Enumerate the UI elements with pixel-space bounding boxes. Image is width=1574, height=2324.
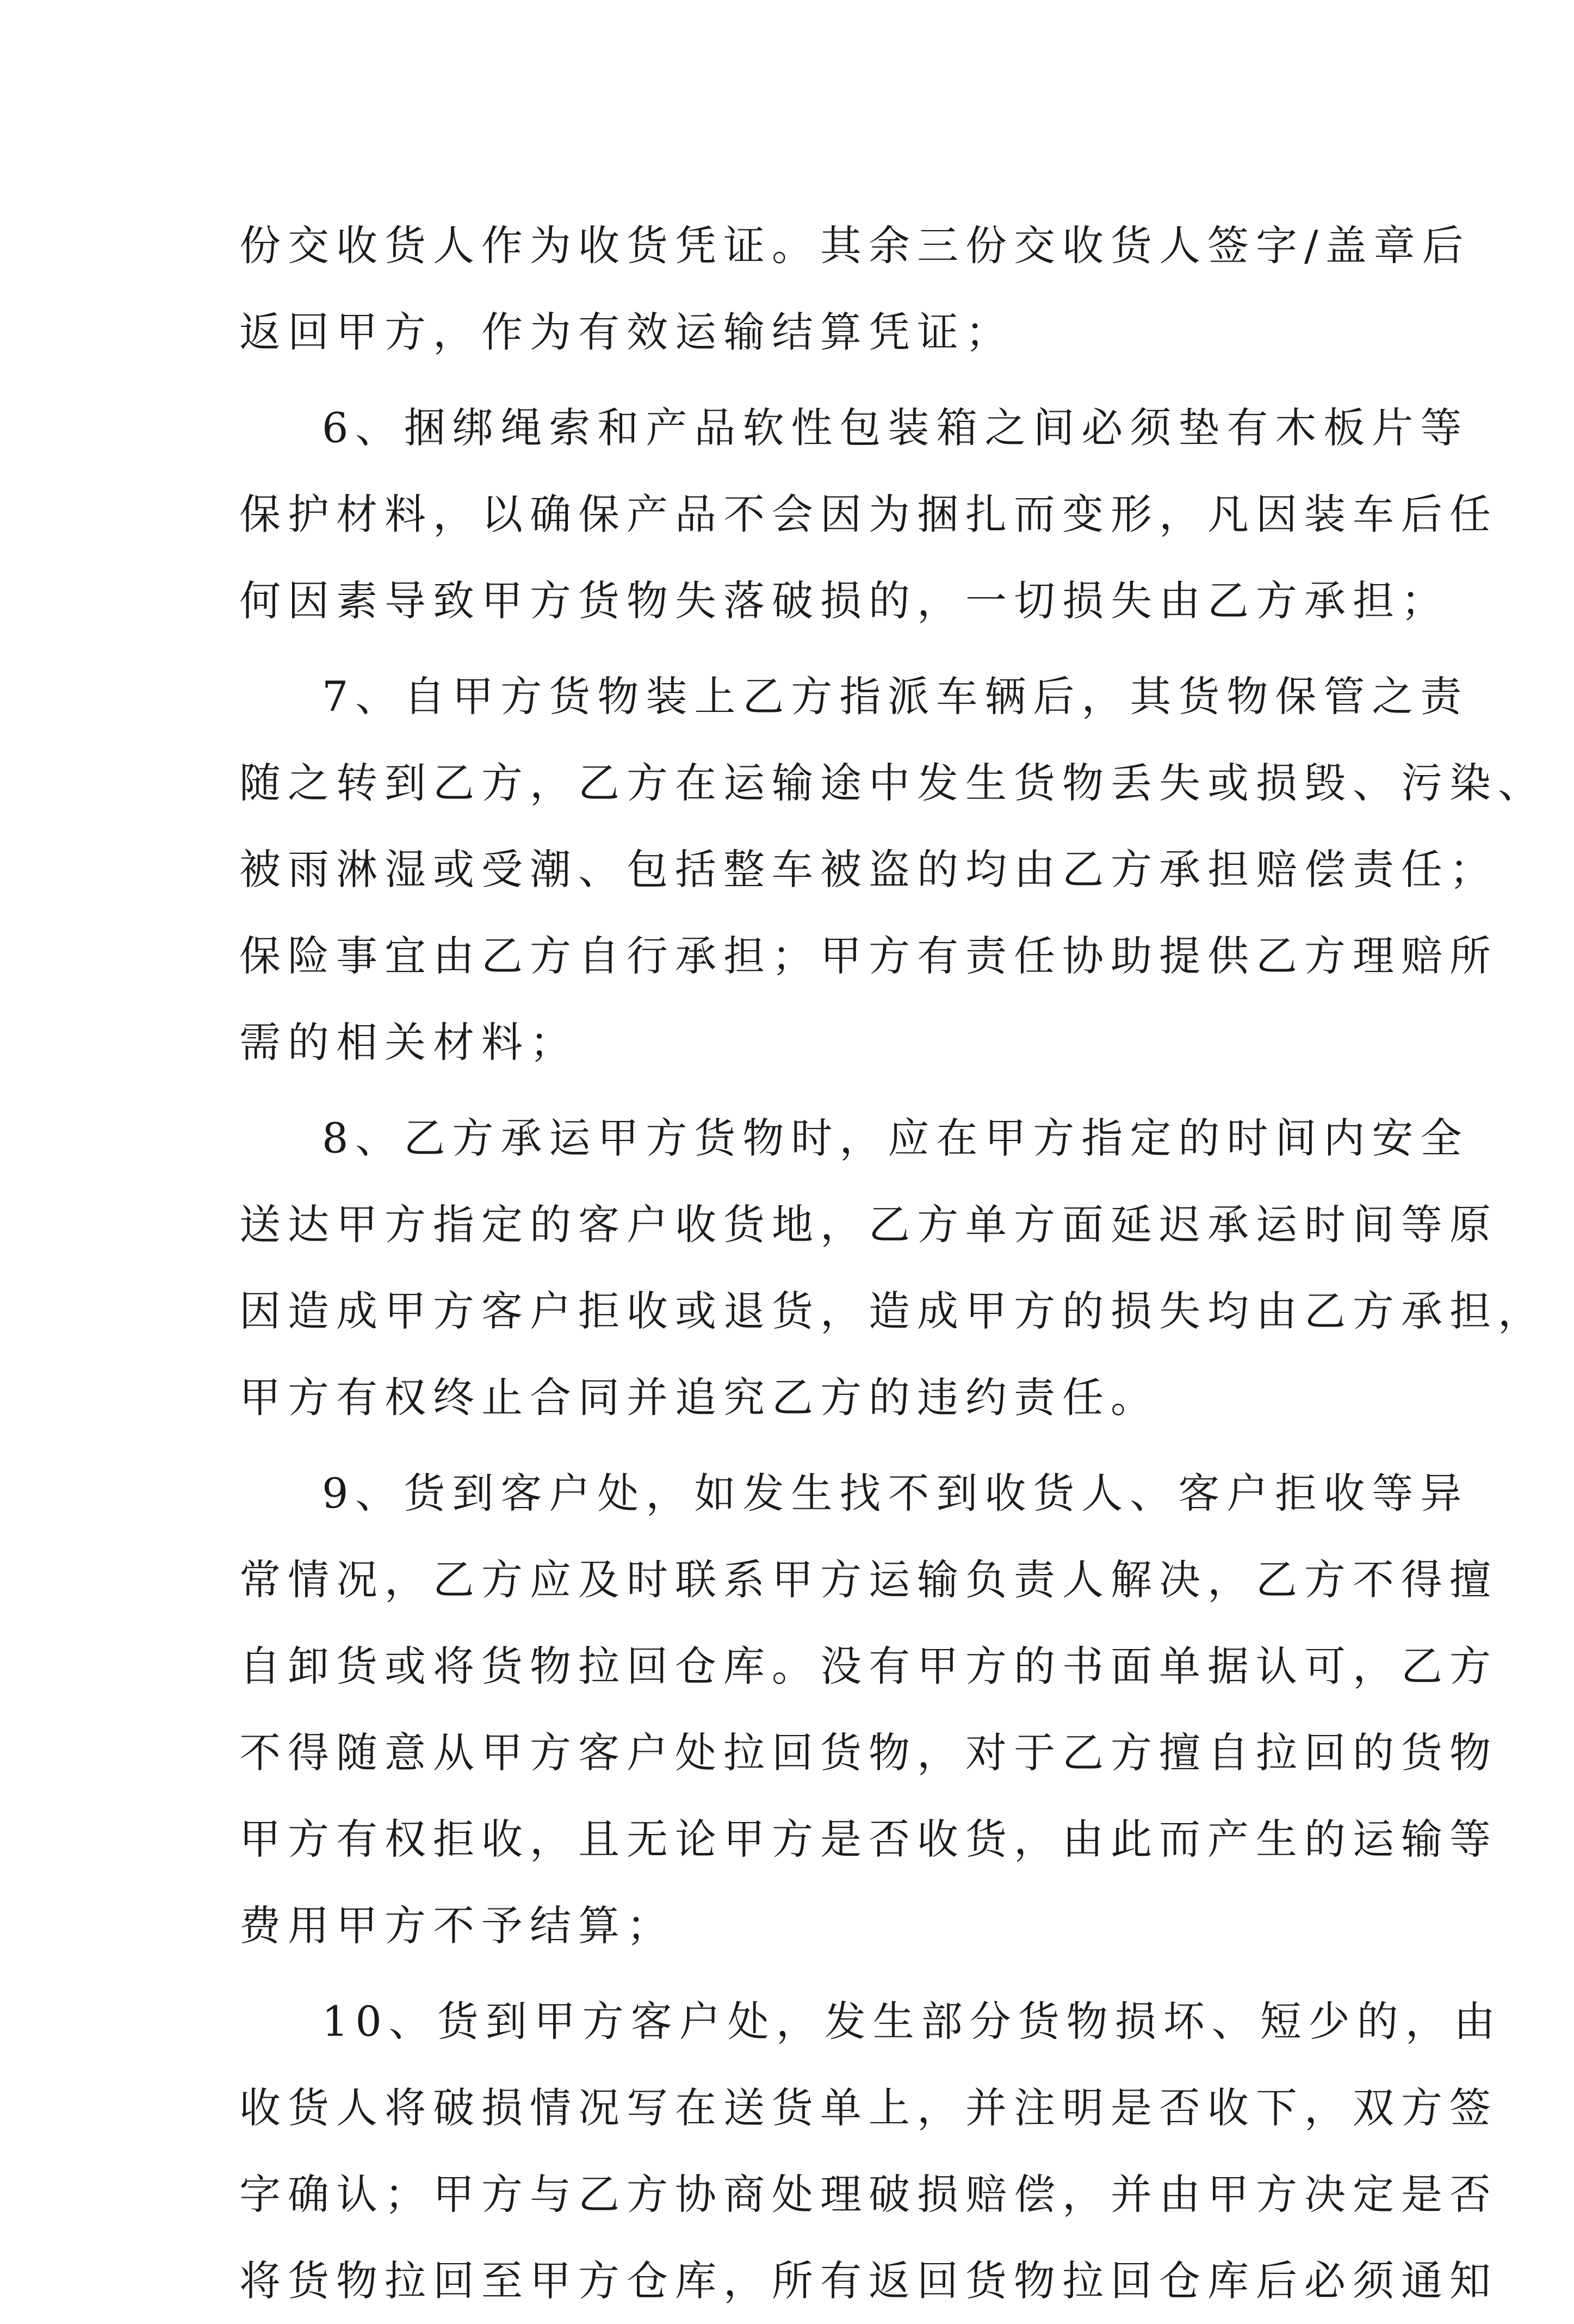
paragraph-clause-6 — [239, 385, 1498, 644]
text-line: 字确认；甲方与乙方协商处理破损赔偿，并由甲方决定是否 — [239, 2170, 1498, 2218]
text-line: 9、货到客户处，如发生找不到收货人、客户拒收等异 — [322, 1469, 1469, 1517]
text-line: 何因素导致甲方货物失落破损的，一切损失由乙方承担； — [239, 577, 1449, 625]
text-line: 被雨淋湿或受潮、包括整车被盗的均由乙方承担赔偿责任； — [239, 845, 1498, 894]
text-line: 保险事宜由乙方自行承担；甲方有责任协助提供乙方理赔所 — [239, 932, 1498, 980]
text-line: 因造成甲方客户拒收或退货，造成甲方的损失均由乙方承担， — [239, 1287, 1546, 1335]
text-line: 返回甲方，作为有效运输结算凭证； — [239, 308, 1014, 356]
text-line: 不得随意从甲方客户处拉回货物，对于乙方擅自拉回的货物 — [239, 1728, 1498, 1777]
text-line: 自卸货或将货物拉回仓库。没有甲方的书面单据认可，乙方 — [239, 1642, 1498, 1690]
text-line: 甲方有权拒收，且无论甲方是否收货，由此而产生的运输等 — [239, 1815, 1498, 1863]
paragraph-continued — [239, 202, 1471, 375]
text-line: 随之转到乙方，乙方在运输途中发生货物丢失或损毁、污染、 — [239, 759, 1546, 807]
paragraph-clause-8 — [239, 1095, 1546, 1441]
text-line: 8、乙方承运甲方货物时，应在甲方指定的时间内安全 — [322, 1114, 1469, 1162]
text-line: 将货物拉回至甲方仓库，所有返回货物拉回仓库后必须通知 — [239, 2257, 1498, 2305]
text-line: 送达甲方指定的客户收货地，乙方单方面延迟承运时间等原 — [239, 1200, 1498, 1249]
text-line: 收货人将破损情况写在送货单上，并注明是否收下，双方签 — [239, 2084, 1498, 2132]
text-line: 6、捆绑绳索和产品软性包装箱之间必须垫有木板片等 — [322, 404, 1469, 452]
text-line: 份交收货人作为收货凭证。其余三份交收货人签字/盖章后 — [239, 221, 1471, 270]
text-line: 需的相关材料； — [239, 1018, 578, 1067]
text-line: 甲方有权终止合同并追究乙方的违约责任。 — [239, 1373, 1159, 1422]
text-line: 保护材料，以确保产品不会因为捆扎而变形，凡因装车后任 — [239, 490, 1498, 538]
text-line: 10、货到甲方客户处，发生部分货物损坏、短少的，由 — [322, 1997, 1502, 2046]
text-line: 常情况，乙方应及时联系甲方运输负责人解决，乙方不得擅 — [239, 1555, 1498, 1604]
paragraph-clause-10 — [239, 1978, 1502, 2324]
paragraph-clause-9 — [239, 1450, 1498, 1969]
paragraph-clause-7 — [239, 653, 1546, 1086]
text-line: 费用甲方不予结算； — [239, 1901, 675, 1950]
text-line: 7、自甲方货物装上乙方指派车辆后，其货物保管之责 — [322, 672, 1469, 721]
document-body — [239, 202, 1546, 2324]
